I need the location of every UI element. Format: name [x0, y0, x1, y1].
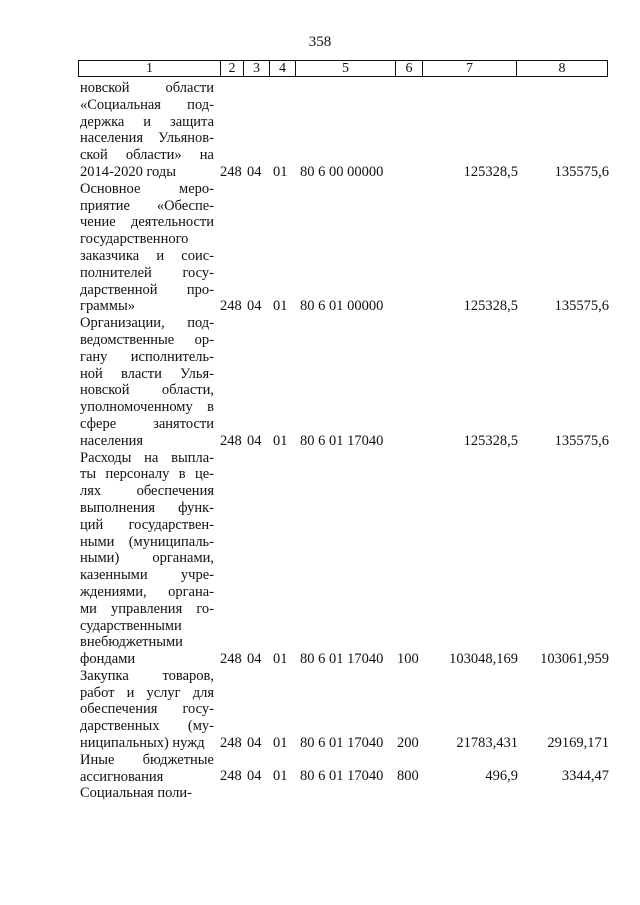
description-line: ной власти Улья- [80, 365, 214, 382]
description-line: дарственных (му- [80, 718, 214, 735]
code-subsection: 01 [273, 650, 288, 667]
code-expense-type: 800 [397, 768, 419, 785]
header-cell-2: 2 [220, 60, 243, 77]
description-line: населения [80, 432, 144, 449]
description-line: сударственными [80, 617, 182, 634]
header-cell-8: 8 [516, 60, 608, 77]
amount-year-1: 125328,5 [463, 298, 518, 315]
row-description [80, 181, 214, 315]
description-line: «Социальная под- [80, 96, 214, 113]
description-line: ными) органами, [80, 550, 214, 567]
header-cell-5: 5 [295, 60, 395, 77]
row-description [80, 668, 214, 752]
description-line: ассигнования [80, 768, 164, 785]
description-line: новской области, [80, 382, 214, 399]
description-line: приятие «Обеспе- [80, 197, 214, 214]
amount-year-2: 103061,959 [540, 650, 609, 667]
table-row [0, 80, 640, 181]
code-target: 80 6 01 17040 [300, 734, 384, 751]
code-section: 04 [247, 768, 262, 785]
code-subsection: 01 [273, 163, 288, 180]
code-target: 80 6 01 00000 [300, 298, 384, 315]
code-target: 80 6 00 00000 [300, 163, 384, 180]
table-row [0, 752, 640, 786]
description-line: гану исполнитель- [80, 348, 214, 365]
code-target: 80 6 01 17040 [300, 768, 384, 785]
amount-year-2: 3344,47 [561, 768, 609, 785]
code-target: 80 6 01 17040 [300, 650, 384, 667]
row-description [80, 80, 214, 181]
amount-year-2: 29169,171 [547, 734, 609, 751]
header-cell-4: 4 [269, 60, 295, 77]
row-description [80, 315, 214, 449]
amount-year-2: 135575,6 [554, 432, 609, 449]
code-section: 04 [247, 650, 262, 667]
amount-year-1: 496,9 [485, 768, 518, 785]
description-line: работ и услуг для [80, 684, 214, 701]
header-cell-6: 6 [395, 60, 422, 77]
code-subsection: 01 [273, 298, 288, 315]
description-line: держка и защита [80, 113, 214, 130]
description-line: Закупка товаров, [80, 667, 214, 684]
amount-year-2: 135575,6 [554, 163, 609, 180]
description-line: фондами [80, 651, 136, 668]
description-line: ты персоналу в це- [80, 466, 214, 483]
description-line: уполномоченному в [80, 399, 214, 416]
code-subsection: 01 [273, 734, 288, 751]
description-line: полнителей госу- [80, 264, 214, 281]
description-line: граммы» [80, 298, 135, 315]
description-line: заказчика и соис- [80, 247, 214, 264]
amount-year-1: 21783,431 [456, 734, 518, 751]
description-line: Социальная поли- [80, 785, 192, 802]
amount-year-1: 103048,169 [449, 650, 518, 667]
description-line: внебюджетными [80, 634, 183, 651]
row-description [80, 450, 214, 668]
code-section: 04 [247, 432, 262, 449]
code-section: 04 [247, 163, 262, 180]
amount-year-1: 125328,5 [463, 163, 518, 180]
code-expense-type: 200 [397, 734, 419, 751]
code-subsection: 01 [273, 432, 288, 449]
code-target: 80 6 01 17040 [300, 432, 384, 449]
code-gov: 248 [220, 650, 242, 667]
description-line: ждениями, органа- [80, 583, 214, 600]
table-row [0, 668, 640, 752]
code-section: 04 [247, 734, 262, 751]
description-line: ций государствен- [80, 516, 214, 533]
description-line: населения Ульянов- [80, 130, 214, 147]
description-line: ными (муниципаль- [80, 533, 214, 550]
description-line: Расходы на выпла- [80, 449, 214, 466]
row-description [80, 752, 214, 786]
description-line: выполнения функ- [80, 499, 214, 516]
description-line: чение деятельности [80, 214, 214, 231]
description-line: Иные бюджетные [80, 751, 214, 768]
header-cell-7: 7 [422, 60, 516, 77]
header-cell-3: 3 [243, 60, 269, 77]
description-line: ми управления го- [80, 600, 214, 617]
table-body [0, 80, 640, 802]
description-line: ниципальных) нужд [80, 735, 205, 752]
description-line: сфере занятости [80, 415, 214, 432]
description-line: Основное меро- [80, 180, 214, 197]
description-line: ской области» на [80, 147, 214, 164]
code-gov: 248 [220, 734, 242, 751]
description-line: государственного [80, 231, 189, 248]
description-line: лях обеспечения [80, 483, 214, 500]
description-line: дарственной про- [80, 281, 214, 298]
header-cell-1: 1 [78, 60, 220, 77]
code-subsection: 01 [273, 768, 288, 785]
code-section: 04 [247, 298, 262, 315]
page-number: 358 [308, 34, 332, 50]
code-gov: 248 [220, 432, 242, 449]
table-row [0, 785, 640, 802]
description-line: Организации, под- [80, 315, 214, 332]
description-line: казенными учре- [80, 567, 214, 584]
table-row [0, 315, 640, 449]
table-row [0, 450, 640, 668]
code-expense-type: 100 [397, 650, 419, 667]
description-line: ведомственные ор- [80, 331, 214, 348]
description-line: 2014-2020 годы [80, 163, 176, 180]
table-row [0, 181, 640, 315]
code-gov: 248 [220, 768, 242, 785]
code-gov: 248 [220, 163, 242, 180]
amount-year-1: 125328,5 [463, 432, 518, 449]
description-line: новской области [80, 80, 214, 96]
row-description [80, 785, 214, 802]
code-gov: 248 [220, 298, 242, 315]
amount-year-2: 135575,6 [554, 298, 609, 315]
description-line: обеспечения госу- [80, 701, 214, 718]
